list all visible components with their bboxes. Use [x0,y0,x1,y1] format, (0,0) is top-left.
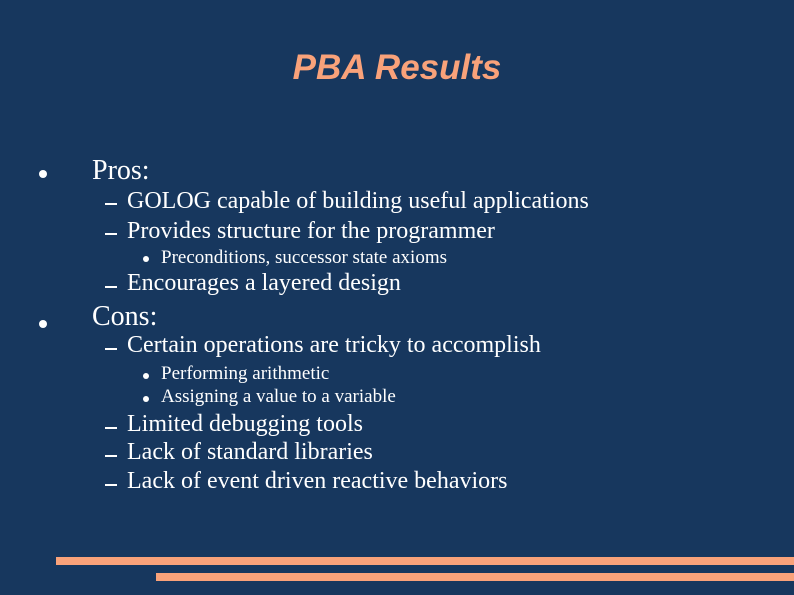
cons-item: Lack of event driven reactive behaviors [127,468,508,494]
pros-sub-item: Preconditions, successor state axioms [161,247,448,268]
cons-sub-item: Performing arithmetic [161,363,330,384]
bullet-dot-icon [143,396,149,402]
dash-bullet-icon [105,427,117,429]
cons-sub-item: Assigning a value to a variable [161,386,396,407]
cons-item: Certain operations are tricky to accomplish [127,332,541,358]
cons-heading: Cons: [92,301,158,332]
slide-title: PBA Results [292,48,502,87]
dash-bullet-icon [105,203,117,205]
cons-item: Limited debugging tools [127,411,363,437]
bullet-dot-icon [39,170,47,178]
bullet-dot-icon [39,320,47,328]
pros-item: Encourages a layered design [127,270,401,296]
cons-item: Lack of standard libraries [127,439,373,465]
dash-bullet-icon [105,233,117,235]
decorative-stripe-top [56,557,794,565]
decorative-stripe-bottom [156,573,794,581]
pros-item: GOLOG capable of building useful applications [127,188,589,214]
pros-heading: Pros: [92,155,150,186]
dash-bullet-icon [105,286,117,288]
bullet-dot-icon [143,256,149,262]
dash-bullet-icon [105,348,117,350]
bullet-dot-icon [143,373,149,379]
dash-bullet-icon [105,455,117,457]
pros-item: Provides structure for the programmer [127,218,495,244]
dash-bullet-icon [105,484,117,486]
